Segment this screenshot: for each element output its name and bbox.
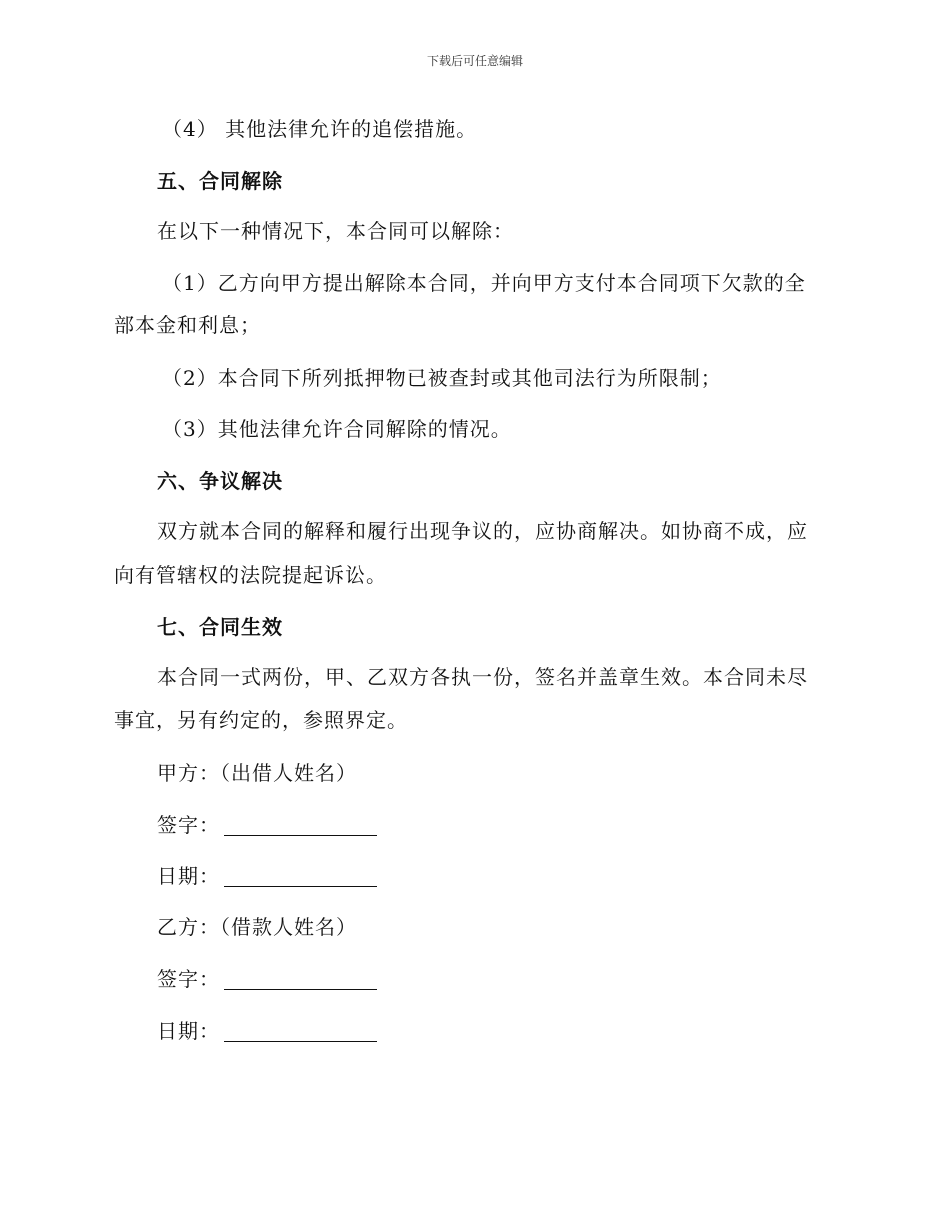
party-a-signature-blank[interactable] [224, 815, 377, 836]
party-a-date-blank[interactable] [224, 866, 377, 887]
section-5-title: 五、合同解除 [157, 169, 283, 193]
item-4-text: （4） 其他法律允许的追偿措施。 [162, 117, 478, 141]
section-7-para-line-2: 事宜，另有约定的，参照界定。 [114, 708, 408, 732]
party-b-signature-row [157, 966, 377, 992]
party-a-sign-label: 签字： [157, 813, 220, 837]
section-5-intro: 在以下一种情况下，本合同可以解除： [157, 219, 514, 243]
party-b-sign-label: 签字： [157, 967, 220, 991]
party-a-date-row [157, 863, 377, 889]
party-a-label: 甲方：（出借人姓名） [157, 761, 357, 785]
party-b-date-row [157, 1018, 377, 1044]
section-7-title: 七、合同生效 [157, 615, 283, 639]
section-6-para-line-1: 双方就本合同的解释和履行出现争议的，应协商解决。如协商不成，应 [157, 519, 808, 543]
party-b-signature-blank[interactable] [224, 969, 377, 990]
section-5-item-1-line-1: （1）乙方向甲方提出解除本合同，并向甲方支付本合同项下欠款的全 [162, 271, 806, 295]
section-5-item-3: （3）其他法律允许合同解除的情况。 [162, 417, 512, 441]
party-a-date-label: 日期： [157, 864, 220, 888]
party-b-date-label: 日期： [157, 1019, 220, 1043]
party-b-date-blank[interactable] [224, 1021, 377, 1042]
section-6-title: 六、争议解决 [157, 469, 283, 493]
section-5-item-1-line-2: 部本金和利息； [114, 313, 261, 337]
page-header: 下载后可任意编辑 [426, 54, 523, 68]
section-7-para-line-1: 本合同一式两份，甲、乙双方各执一份，签名并盖章生效。本合同未尽 [157, 665, 808, 689]
section-6-para-line-2: 向有管辖权的法院提起诉讼。 [114, 563, 387, 587]
party-a-signature-row [157, 812, 377, 838]
section-5-item-2: （2）本合同下所列抵押物已被查封或其他司法行为所限制； [162, 366, 722, 390]
party-b-label: 乙方：（借款人姓名） [157, 915, 357, 939]
